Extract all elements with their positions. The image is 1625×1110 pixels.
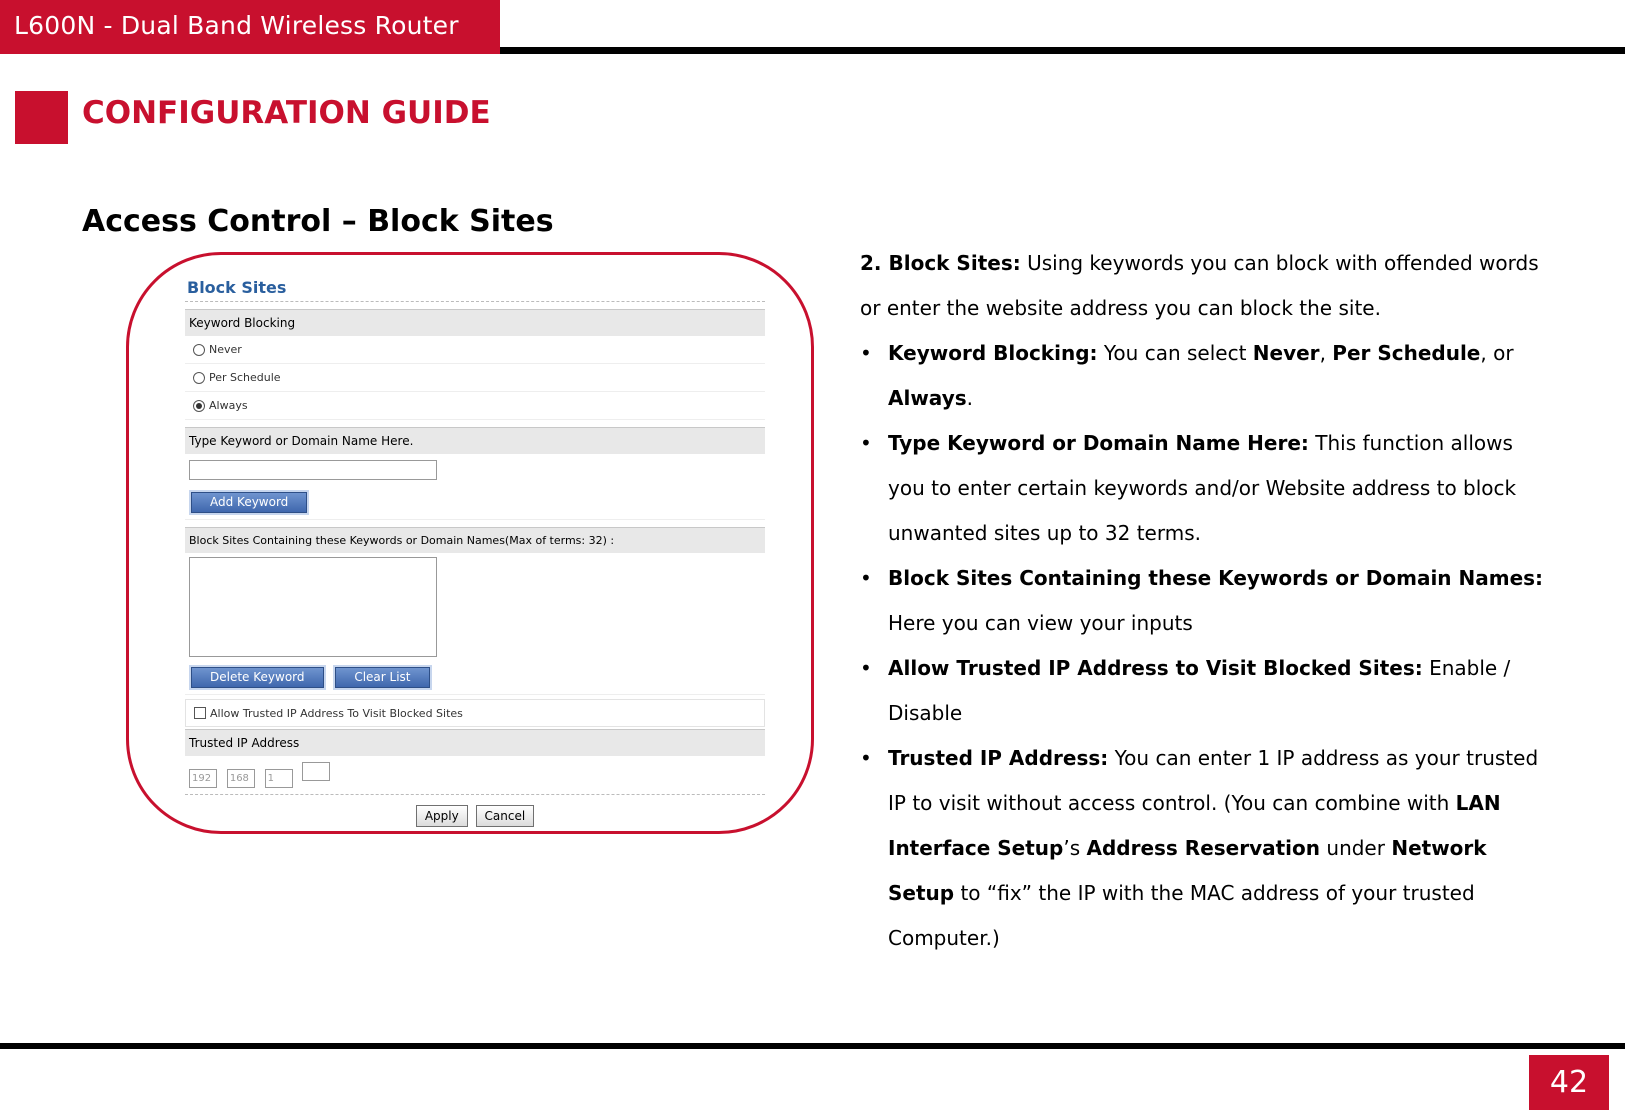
bullet2-bold: Type Keyword or Domain Name Here: — [888, 431, 1309, 455]
guide-marker — [15, 91, 68, 144]
page-number: 42 — [1529, 1055, 1609, 1110]
bullet-keyword-blocking — [860, 331, 1550, 421]
radio-row-always[interactable] — [185, 392, 765, 420]
bullet-type-keyword — [860, 421, 1550, 556]
radio-row-never[interactable] — [185, 336, 765, 364]
trusted-ip-row — [185, 756, 765, 795]
keyword-blocking-header: Keyword Blocking — [185, 309, 765, 336]
footer-rule — [0, 1043, 1625, 1049]
add-keyword-row — [185, 486, 765, 520]
trusted-ip-header: Trusted IP Address — [185, 729, 765, 756]
cancel-button[interactable]: Cancel — [476, 805, 535, 827]
bullet5-bold: Trusted IP Address: — [888, 746, 1109, 770]
bullet2-text: This function allows you to enter certain keywords and/or Website address to block unwanted sites up to 32 terms. — [888, 431, 1517, 545]
bullet5-network-setup: Network Setup — [888, 836, 1487, 905]
section-title: Access Control – Block Sites — [82, 204, 554, 239]
delete-keyword-button[interactable]: Delete Keyword — [191, 667, 324, 688]
radio-never[interactable] — [193, 344, 205, 356]
intro-paragraph — [860, 241, 1550, 331]
bullet4-text: Enable / Disable — [888, 656, 1511, 725]
radio-per-schedule[interactable] — [193, 372, 205, 384]
form-actions — [185, 795, 765, 827]
list-buttons-row — [185, 661, 765, 695]
radio-per-schedule-label: Per Schedule — [209, 371, 281, 384]
keyword-input[interactable] — [189, 460, 437, 480]
intro-text: Using keywords you can block with offended words or enter the website address you can block the site. — [860, 251, 1539, 320]
allow-trusted-row[interactable] — [185, 699, 765, 727]
bullet-block-list — [860, 556, 1550, 646]
block-sites-panel — [185, 270, 765, 827]
radio-always-label: Always — [209, 399, 248, 412]
bullet4-bold: Allow Trusted IP Address to Visit Blocked Sites: — [888, 656, 1423, 680]
bullet3-text: Here you can view your inputs — [888, 611, 1193, 635]
ip-octet-4[interactable] — [302, 762, 330, 781]
bullet1-end: . — [966, 386, 973, 410]
bullet1-text: You can select — [1097, 341, 1253, 365]
bullet5-address-reservation: Address Reservation — [1086, 836, 1321, 860]
bullet5-under: under — [1320, 836, 1392, 860]
panel-title: Block Sites — [185, 270, 765, 302]
bullet1-bold: Keyword Blocking: — [888, 341, 1098, 365]
bullet1-per-schedule: Per Schedule — [1332, 341, 1481, 365]
ip-octet-1[interactable]: 192 — [189, 769, 217, 788]
add-keyword-button[interactable]: Add Keyword — [191, 492, 307, 513]
screenshot-frame — [126, 252, 814, 834]
bullet3-bold: Block Sites Containing these Keywords or Domain Names: — [888, 566, 1544, 590]
block-list-header: Block Sites Containing these Keywords or Domain Names(Max of terms: 32) : — [185, 527, 765, 553]
bullet5-possessive: ’s — [1063, 836, 1087, 860]
radio-never-label: Never — [209, 343, 242, 356]
bullet1-or: , or — [1480, 341, 1514, 365]
bullet5-text: You can enter 1 IP address as your trusted IP to visit without access control. (You can combine with — [888, 746, 1539, 815]
product-title: L600N - Dual Band Wireless Router — [14, 11, 459, 40]
product-title-tab — [0, 0, 500, 54]
ip-octet-3[interactable]: 1 — [265, 769, 293, 788]
apply-button[interactable]: Apply — [416, 805, 468, 827]
header-rule — [500, 47, 1625, 54]
allow-trusted-label: Allow Trusted IP Address To Visit Blocked Sites — [210, 706, 463, 720]
blocked-keywords-list[interactable] — [189, 557, 437, 657]
bullet5-lan: LAN Interface Setup — [888, 791, 1501, 860]
radio-always[interactable] — [193, 400, 205, 412]
intro-bold: 2. Block Sites: — [860, 251, 1021, 275]
bullet-trusted-ip — [860, 736, 1550, 961]
allow-trusted-checkbox[interactable] — [194, 707, 206, 719]
type-keyword-header: Type Keyword or Domain Name Here. — [185, 427, 765, 454]
bullet1-never: Never — [1252, 341, 1320, 365]
bullet-allow-trusted — [860, 646, 1550, 736]
bullet5-end: to “fix” the IP with the MAC address of your trusted Computer.) — [888, 881, 1475, 950]
clear-list-button[interactable]: Clear List — [335, 667, 429, 688]
bullet1-comma: , — [1319, 341, 1333, 365]
radio-row-per-schedule[interactable] — [185, 364, 765, 392]
bullet1-always: Always — [888, 386, 967, 410]
description-column — [860, 241, 1550, 961]
ip-octet-2[interactable]: 168 — [227, 769, 255, 788]
guide-title: CONFIGURATION GUIDE — [82, 95, 491, 131]
